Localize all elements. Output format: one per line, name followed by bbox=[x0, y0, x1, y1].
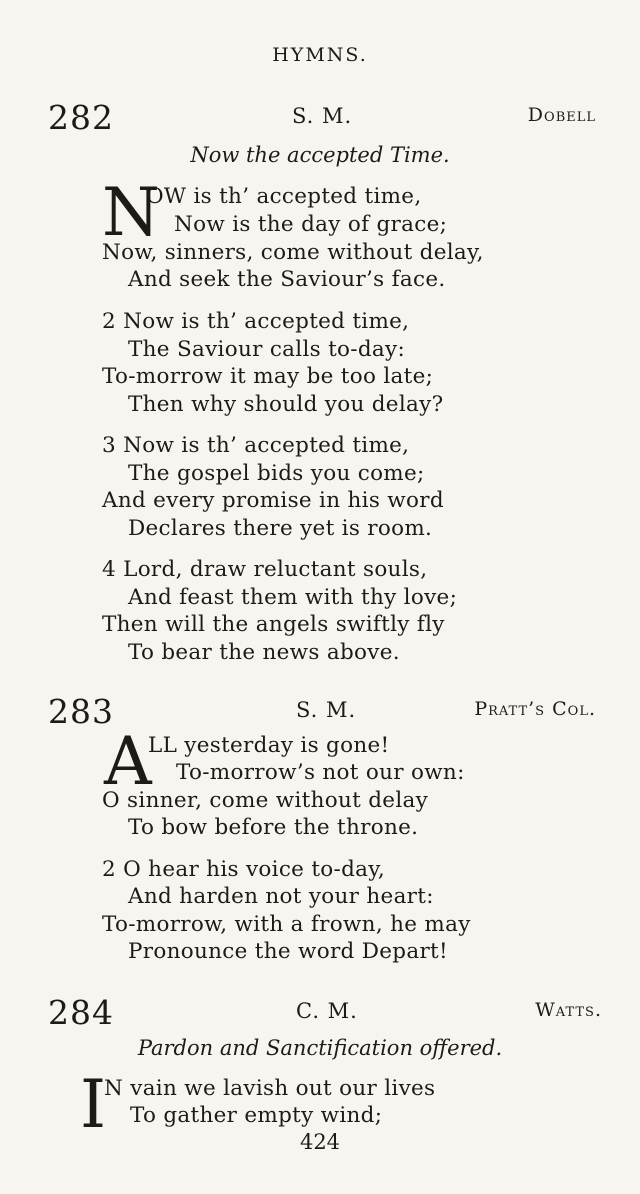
hymn-number: 284 bbox=[48, 993, 114, 1032]
hymn-title: Pardon and Sanctification offered. bbox=[137, 1036, 503, 1060]
hymn-header bbox=[0, 993, 640, 1033]
verse-line: LL yesterday is gone! bbox=[148, 733, 390, 758]
hymn-title: Now the accepted Time. bbox=[190, 143, 450, 167]
hymn-meter: S. M. bbox=[292, 104, 353, 128]
verse-line: The gospel bids you come; bbox=[128, 461, 425, 486]
verse-line: O sinner, come without delay bbox=[102, 788, 429, 813]
verse-line: 2 O hear his voice to-day, bbox=[102, 857, 385, 882]
verse-line: To-morrow’s not our own: bbox=[176, 760, 465, 785]
verse-line: To bow before the throne. bbox=[128, 815, 419, 840]
verse-line: And feast them with thy love; bbox=[128, 585, 458, 610]
verse-line: The Saviour calls to-day: bbox=[128, 337, 406, 362]
verse-line: And harden not your heart: bbox=[128, 884, 434, 909]
verse-line: Now, sinners, come without delay, bbox=[102, 240, 484, 265]
verse-line: And seek the Saviour’s face. bbox=[128, 267, 446, 292]
running-head: HYMNS. bbox=[272, 44, 368, 66]
verse-line: Pronounce the word Depart! bbox=[128, 939, 448, 964]
verse-line: N vain we lavish out our lives bbox=[104, 1076, 436, 1101]
hymn-tune: Pratt’s Col. bbox=[474, 698, 596, 720]
hymn-meter: C. M. bbox=[296, 999, 358, 1023]
verse-line: OW is th’ accepted time, bbox=[146, 184, 422, 209]
verse-line: Then why should you delay? bbox=[128, 392, 444, 417]
hymn-number: 282 bbox=[48, 98, 114, 137]
hymn-meter: S. M. bbox=[296, 698, 357, 722]
verse-line: To-morrow, with a frown, he may bbox=[102, 912, 471, 937]
drop-cap: N bbox=[102, 174, 160, 251]
hymn-number: 283 bbox=[48, 692, 114, 731]
verse-line: 2 Now is th’ accepted time, bbox=[102, 309, 410, 334]
verse-line: To bear the news above. bbox=[128, 640, 400, 665]
hymn-header bbox=[0, 692, 640, 732]
verse-line: And every promise in his word bbox=[102, 488, 444, 513]
hymn-header bbox=[0, 98, 640, 138]
drop-cap: I bbox=[80, 1066, 107, 1143]
verse-line: 3 Now is th’ accepted time, bbox=[102, 433, 410, 458]
verse-line: Then will the angels swiftly fly bbox=[102, 612, 445, 637]
verse-line: Declares there yet is room. bbox=[128, 516, 433, 541]
hymn-tune: Dobell bbox=[527, 104, 596, 126]
drop-cap: A bbox=[104, 723, 152, 800]
verse-line: Now is the day of grace; bbox=[174, 212, 448, 237]
hymn-tune: Watts. bbox=[535, 999, 602, 1021]
page-number: 424 bbox=[299, 1130, 341, 1154]
verse-line: 4 Lord, draw reluctant souls, bbox=[102, 557, 428, 582]
verse-line: To gather empty wind; bbox=[130, 1103, 383, 1128]
verse-line: To-morrow it may be too late; bbox=[102, 364, 434, 389]
